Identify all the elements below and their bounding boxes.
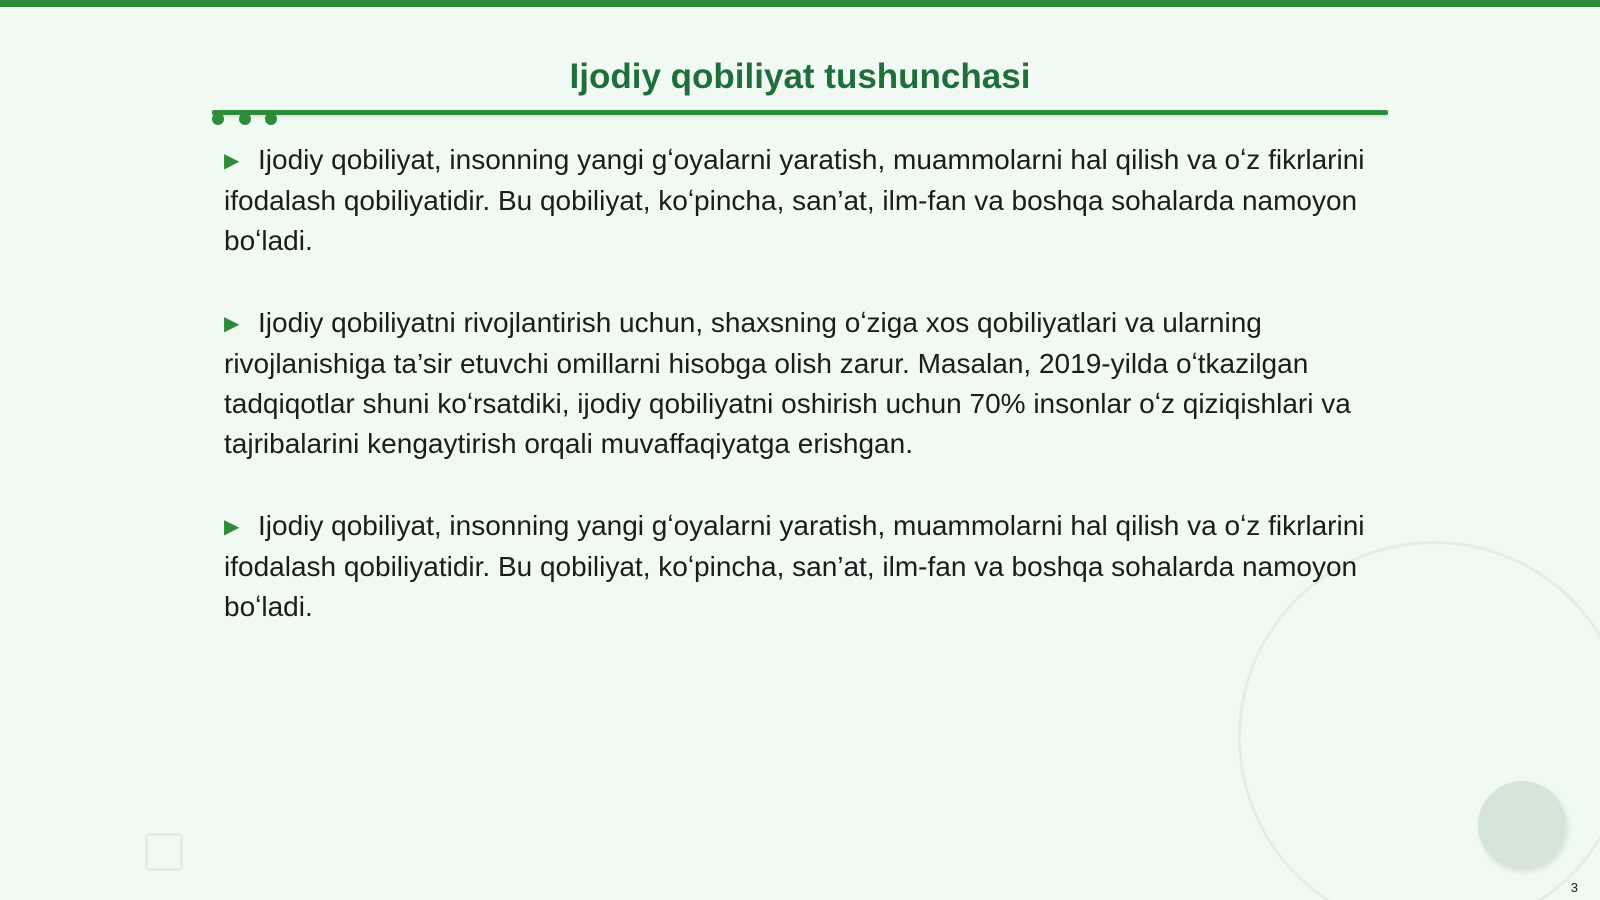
bullet-item <box>224 506 1374 627</box>
bullet-arrow-icon: ▶ <box>224 313 240 335</box>
bullet-text: Ijodiy qobiliyat, insonning yangi gʻoyalarni yaratish, muammolarni hal qilish va oʻz fikrlarini ifodalash qobiliyatidir. Bu qobiliyat, koʻpincha, san’at, ilm-fan va boshqa sohalarda namoyon boʻladi. <box>224 144 1365 256</box>
page-number: 3 <box>1570 880 1578 895</box>
bullet-text: Ijodiy qobiliyatni rivojlantirish uchun, shaxsning oʻziga xos qobiliyatlari va ularning rivojlanishiga ta’sir etuvchi omillarni hisobga olish zarur. Masalan, 2019-yilda oʻtkazilgan tadqiqotlar shuni koʻrsatdiki, ijodiy qobiliyatni oshirish uchun 70% insonlar oʻz qiziqishlari va tajribalarini kengaytirish orqali muvaffaqiyatga erishgan. <box>224 307 1351 459</box>
bullet-arrow-icon: ▶ <box>224 150 240 172</box>
top-accent-bar <box>0 0 1600 7</box>
bullet-text: Ijodiy qobiliyat, insonning yangi gʻoyalarni yaratish, muammolarni hal qilish va oʻz fikrlarini ifodalash qobiliyatidir. Bu qobiliyat, koʻpincha, san’at, ilm-fan va boshqa sohalarda namoyon boʻladi. <box>224 510 1365 622</box>
bullet-arrow-icon: ▶ <box>224 516 240 538</box>
slide-title: Ijodiy qobiliyat tushunchasi <box>569 57 1031 96</box>
bullet-item <box>224 140 1374 261</box>
underline-dot <box>265 113 277 125</box>
decorative-square <box>145 833 183 871</box>
bullet-list <box>224 140 1374 669</box>
bullet-item <box>224 303 1374 464</box>
title-underline <box>212 110 1388 115</box>
decorative-circle <box>1478 781 1566 869</box>
underline-dot <box>212 113 224 125</box>
underline-dot <box>239 113 251 125</box>
